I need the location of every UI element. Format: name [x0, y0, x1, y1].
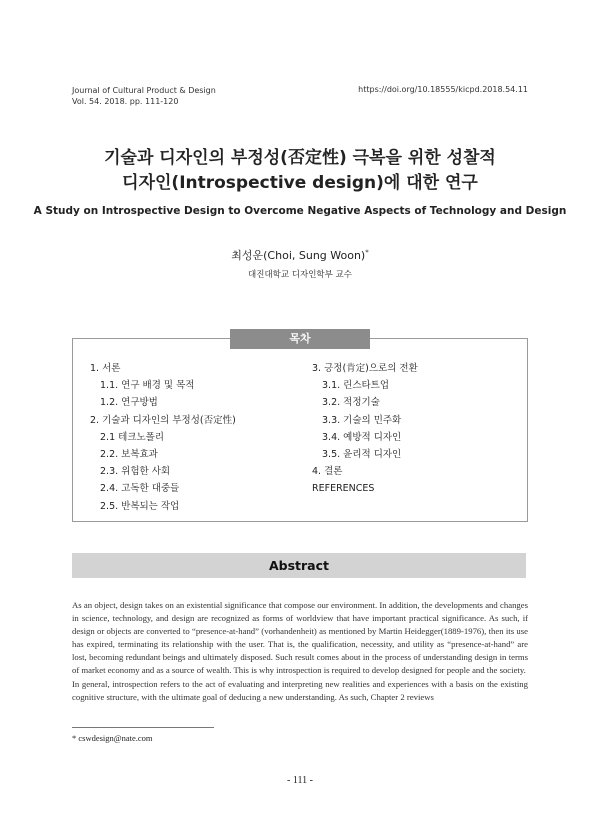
abstract-paragraph-2: In general, introspection refers to the act of evaluating and interpreting new realities and experiences with a basis on the existing cognitive structure, with the ultimate goal of deducing a new understanding. As such, Chapter 2 reviews — [72, 678, 528, 702]
toc-item: 3.2. 적정기술 — [322, 397, 380, 409]
journal-volume: Vol. 54. 2018. pp. 111-120 — [72, 97, 179, 106]
abstract-heading: Abstract — [72, 553, 526, 578]
toc-right-column — [312, 360, 418, 498]
toc-item: 3.3. 기술의 민주화 — [322, 414, 402, 426]
author-footnote-mark: * — [365, 248, 369, 257]
korean-title-line-2: 디자인(Introspective design)에 대한 연구 — [122, 173, 478, 193]
toc-item: 1.2. 연구방법 — [100, 397, 158, 409]
toc-item: 1.1. 연구 배경 및 목적 — [100, 380, 195, 392]
toc-item: 3.4. 예방적 디자인 — [322, 431, 402, 443]
author-name: 최성운(Choi, Sung Woon) — [231, 249, 366, 262]
toc-left-column — [90, 360, 236, 515]
journal-name: Journal of Cultural Product & Design — [72, 86, 216, 95]
abstract-paragraph-1: As an object, design takes on an existential significance that compose our environment. In addition, the developments and changes in science, technology, and design are recognized as forms of worldview that have important practical significance. As such, if design or objects are converted to “presence-at-hand” (vorhandenheit) as mentioned by Martin Heidegger(1889-1976), then its use has expired, terminating its relationship with the user. That is, the qualification, necessity, and utility as “presence-at-hand” are lost, becoming redundant beings and ultimately disposed. Such result comes about in the process of understanding design in terms of market economy and as a source of wealth. This is why introspection is required to develop designed for people and the society. — [72, 600, 528, 676]
toc-item: 1. 서론 — [90, 363, 121, 374]
footnote-email: cswdesign@nate.com — [78, 733, 153, 743]
journal-header — [72, 85, 216, 107]
footnote — [72, 733, 153, 743]
korean-title-line-1: 기술과 디자인의 부정성(否定性) 극복을 위한 성찰적 — [104, 148, 496, 168]
toc-item: 2.5. 반복되는 작업 — [100, 500, 180, 512]
page-number: - 111 - — [287, 775, 313, 786]
toc-item: 2. 기술과 디자인의 부정성(否定性) — [90, 414, 236, 426]
author-affiliation: 대진대학교 디자인학부 교수 — [248, 270, 352, 280]
toc-item: 4. 결론 — [312, 466, 343, 478]
author-line — [0, 247, 600, 263]
toc-heading: 목차 — [230, 329, 370, 349]
footnote-mark: * — [72, 733, 77, 743]
toc-item: 2.1 테크노폴리 — [100, 431, 165, 443]
toc-item: REFERENCES — [312, 483, 375, 495]
doi-link[interactable]: https://doi.org/10.18555/kicpd.2018.54.11 — [358, 85, 528, 94]
toc-item: 2.3. 위험한 사회 — [100, 466, 171, 478]
toc-item: 3.1. 린스타트업 — [322, 380, 390, 392]
toc-item: 2.2. 보복효과 — [100, 449, 158, 461]
toc-item: 3.5. 윤리적 디자인 — [322, 449, 402, 461]
english-title: A Study on Introspective Design to Overcome Negative Aspects of Technology and Design — [33, 205, 567, 217]
abstract-body — [72, 599, 528, 704]
toc-item: 2.4. 고독한 대중들 — [100, 483, 180, 495]
footnote-divider — [72, 727, 214, 728]
toc-item: 3. 긍정(肯定)으로의 전환 — [312, 363, 418, 374]
